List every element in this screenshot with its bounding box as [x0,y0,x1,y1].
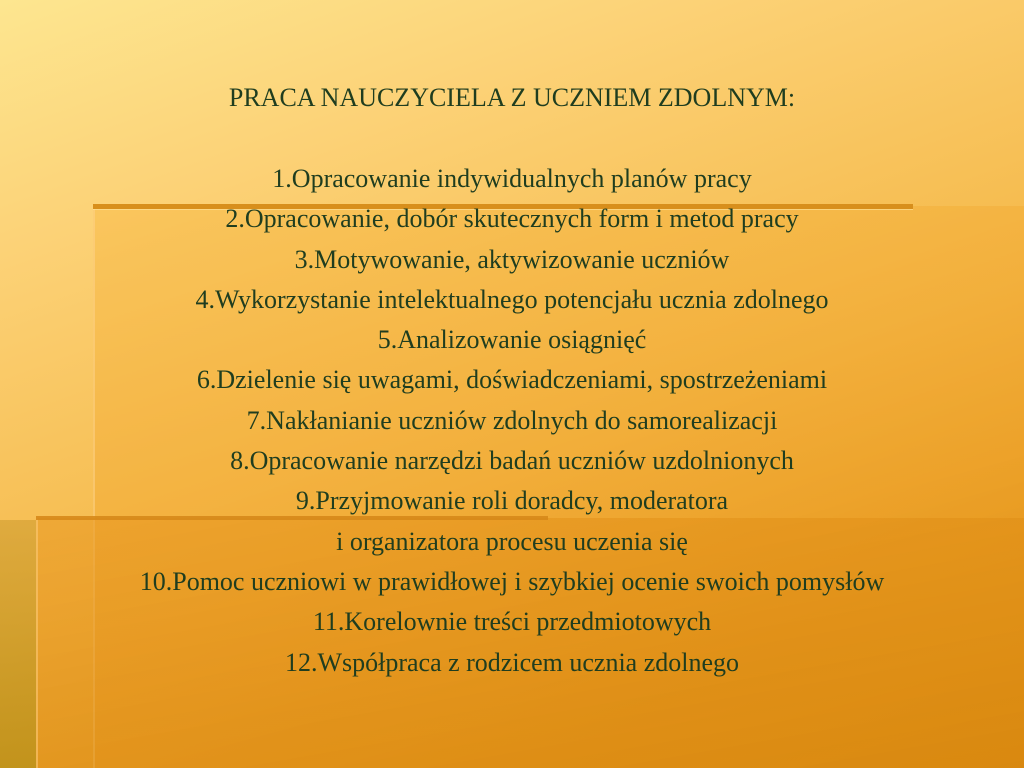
slide-title: PRACA NAUCZYCIELA Z UCZNIEM ZDOLNYM: [228,83,796,112]
list-item: 11.Korelownie treści przedmiotowych [312,607,712,637]
list-item: 2.Opracowanie, dobór skutecznych form i metod pracy [225,204,799,234]
list-item: 9.Przyjmowanie roli doradcy, moderatora [295,486,729,516]
list-item: 8.Opracowanie narzędzi badań uczniów uzdolnionych [230,446,794,476]
list-item: 1.Opracowanie indywidualnych planów pracy [272,164,752,193]
list-item: 5.Analizowanie osiągnięć [377,325,647,355]
list-item: 4.Wykorzystanie intelektualnego potencjału ucznia zdolnego [195,284,829,314]
list-item: 10.Pomoc uczniowi w prawidłowej i szybkiej ocenie swoich pomysłów [139,566,885,596]
list-item: 3.Motywowanie, aktywizowanie uczniów [294,244,730,274]
list-item: i organizatora procesu uczenia się [336,526,688,556]
list-item: 6.Dzielenie się uwagami, doświadczeniami, spostrzeżeniami [196,365,828,395]
slide-content [0,78,1024,683]
list-item: 7.Nakłanianie uczniów zdolnych do samorealizacji [246,405,778,435]
list-item: 12.Współpraca z rodzicem ucznia zdolnego [284,647,740,677]
slide-list [0,159,1024,683]
